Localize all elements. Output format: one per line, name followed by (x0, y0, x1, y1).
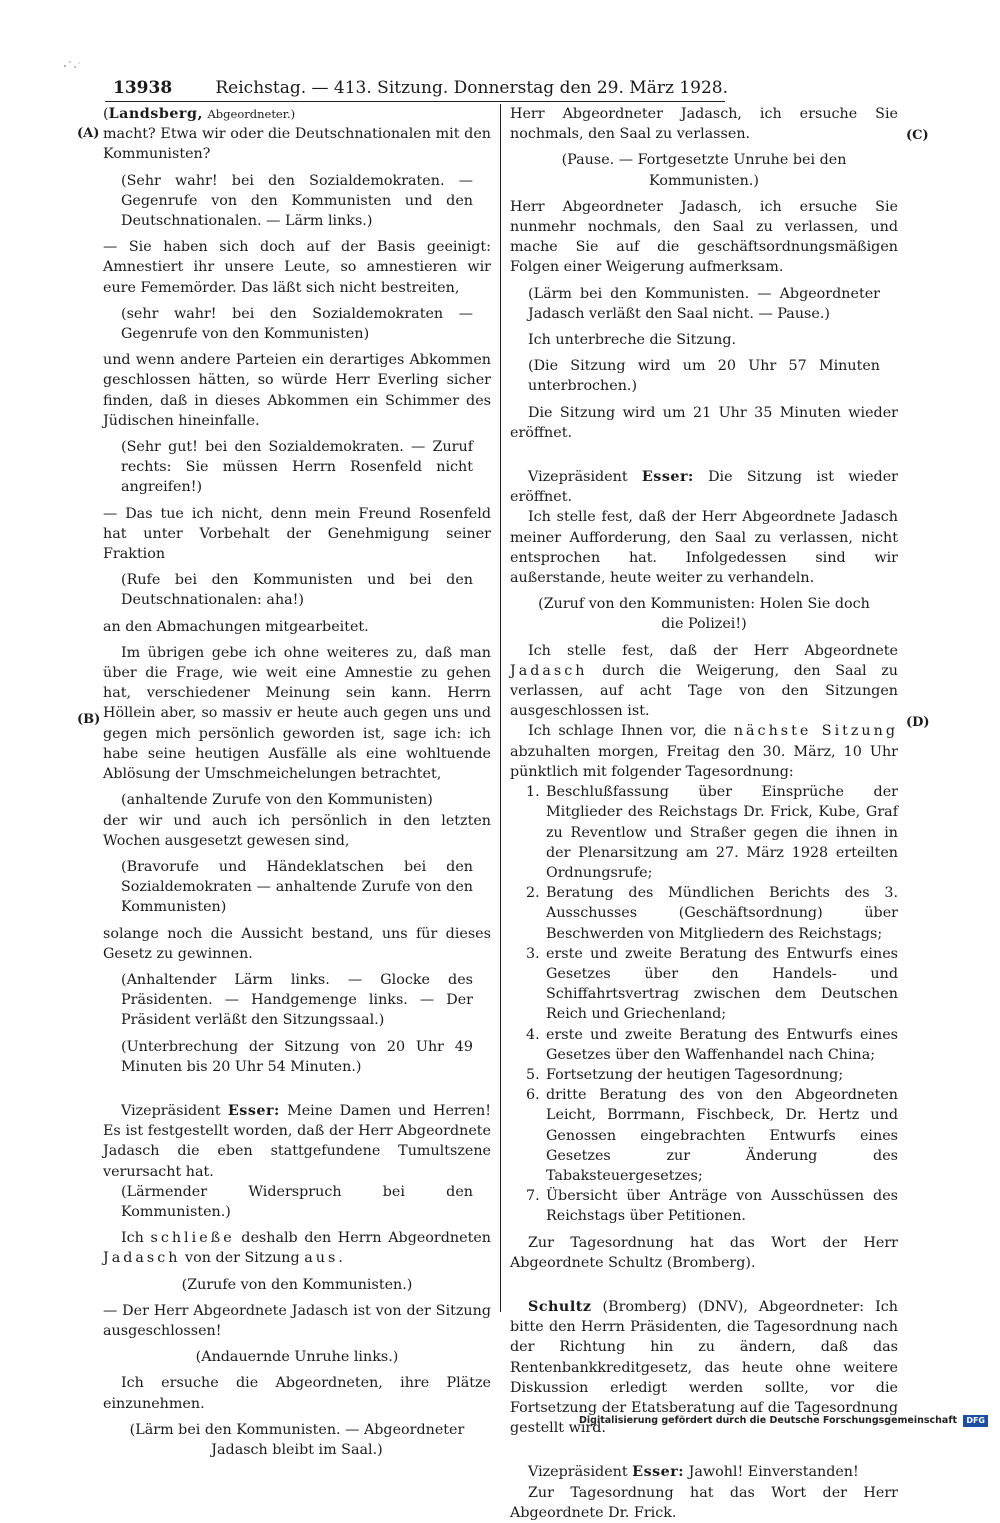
item-number: 2. (526, 885, 540, 902)
margin-mark-b: (B) (77, 712, 101, 727)
interjection: (sehr wahr! bei den Sozialdemokraten — Gegenrufe von den Kommunisten) (121, 305, 473, 343)
speech (103, 1101, 491, 1182)
interjection: (Bravorufe und Händeklatschen bei den Sozialdemokraten — anhaltende Zurufe von den Kommunisten) (121, 858, 473, 916)
speaker-continuation: (Landsberg, Abgeordneter.) (103, 106, 296, 122)
interjection: (Sehr wahr! bei den Sozialdemokraten. — Gegenrufe von den Kommunisten und den Deutschnationalen. — Lärm links.) (121, 172, 473, 230)
footer-text: Digitalisierung gefördert durch die Deutsche Forschungsgemeinschaft (579, 1415, 958, 1426)
paragraph: Die Sitzung wird um 21 Uhr 35 Minuten wieder eröffnet. (510, 404, 898, 441)
spaced-text: aus (304, 1250, 339, 1267)
agenda-item (510, 944, 898, 1025)
speech (510, 1462, 898, 1482)
speech-text: Meine Damen und Herren! Es ist festgestellt worden, daß der Herr Abgeordnete Jadasch die eben stattgefundene Tumultszene verursacht hat. (103, 1102, 492, 1180)
column-divider (500, 104, 501, 1312)
item-text: Beschlußfassung über Einsprüche der Mitglieder des Reichstags Dr. Frick, Kube, Graf zu Reventlow und Straßer gegen die ihnen in der Plenarsitzung am 27. März 1928 erteilten Ordnungsrufe; (546, 784, 898, 881)
speaker-role: Abgeordneter.) (207, 107, 296, 121)
paragraph: Ich unterbreche die Sitzung. (528, 332, 737, 349)
paragraph: der wir und auch ich persönlich in den letzten Wochen ausgesetzt gewesen sind, (103, 812, 491, 849)
text: deshalb den Herrn Abgeordneten (234, 1230, 491, 1247)
speaker-name: Esser: (632, 1464, 685, 1481)
interjection: (Andauernde Unruhe links.) (195, 1349, 399, 1366)
speaker-name: Esser: (227, 1102, 280, 1119)
speech-text: (Bromberg) (DNV), Abgeordneter: Ich bitte den Herrn Präsidenten, die Tagesordnung nach der Richtung hin zu ändern, daß das Rentenbankkreditgesetz, das heute ohne weitere Diskussion erledigt werden sollte, vor die Fortsetzung der Etatsberatung auf die Tagesordnung gestellt wird. (510, 1298, 898, 1437)
interjection: (Unterbrechung der Sitzung von 20 Uhr 49 Minuten bis 20 Uhr 54 Minuten.) (121, 1038, 473, 1075)
text: Ich schlage Ihnen vor, die (528, 723, 734, 740)
agenda-item (510, 1186, 898, 1226)
item-number: 4. (526, 1026, 540, 1043)
margin-mark-d: (D) (906, 715, 930, 730)
item-number: 3. (526, 945, 540, 962)
speech-text: Die Sitzung ist wieder eröffnet. (510, 469, 898, 506)
paragraph: Herr Abgeordneter Jadasch, ich ersuche Sie nochmals, den Saal zu verlassen. (510, 106, 898, 143)
agenda-item (510, 782, 898, 883)
speech-text: Jawohl! Einverstanden! (684, 1464, 859, 1481)
paragraph: Herr Abgeordneter Jadasch, ich ersuche Sie nunmehr nochmals, den Saal zu verlassen, und mache Sie auf die geschäftsordnungsmäßigen Folgen einer Weigerung aufmerksam. (510, 198, 898, 276)
interjection: (anhaltende Zurufe von den Kommunisten) (121, 792, 433, 809)
interjection: (Lärm bei den Kommunisten. — Abgeordneter Jadasch bleibt im Saal.) (129, 1421, 465, 1458)
paragraph: — Das tue ich nicht, denn mein Freund Rosenfeld hat unter Vorbehalt der Genehmigung seiner Fraktion (103, 505, 491, 563)
speaker-name: Esser: (641, 469, 694, 486)
dfg-logo: DFG (963, 1415, 988, 1427)
item-text: erste und zweite Beratung des Entwurfs eines Gesetzes über den Handels- und Schiffahrtsvertrag zwischen dem Deutschen Reich und Griechenland; (546, 945, 898, 1023)
paragraph: Ich stelle fest, daß der Herr Abgeordnete Jadasch meiner Aufforderung, den Saal zu verlassen, nicht entsprochen hat. Infolgedessen sind wir außerstande, heute weiter zu verhandeln. (510, 509, 898, 587)
paragraph: macht? Etwa wir oder die Deutschnationalen mit den Kommunisten? (103, 126, 491, 163)
right-column (510, 104, 898, 1523)
item-number: 5. (526, 1066, 540, 1083)
interjection: (Die Sitzung wird um 20 Uhr 57 Minuten unterbrochen.) (528, 358, 880, 395)
text: . (338, 1250, 343, 1267)
text: von der Sitzung (180, 1250, 305, 1267)
paragraph: Ich ersuche die Abgeordneten, ihre Plätze einzunehmen. (103, 1375, 491, 1412)
item-number: 6. (526, 1087, 540, 1104)
agenda-item (510, 883, 898, 944)
item-text: Fortsetzung der heutigen Tagesordnung; (546, 1066, 844, 1083)
speaker-role: Vizepräsident (528, 1464, 628, 1481)
paragraph: an den Abmachungen mitgearbeitet. (103, 618, 369, 635)
paragraph: Im übrigen gebe ich ohne weiteres zu, daß man über die Frage, wie weit eine Amnestie zu gehen hat, verschiedener Meinung sein kann. Herrn Höllein aber, so massiv er heute auch gegen uns und gegen mich persönlich geworden ist, sage ich: ich habe seine heutigen Ausfälle als eine wohltuende Ablösung der Umschmeichelungen betrachtet, (103, 644, 491, 783)
text: durch die Weigerung, den Saal zu verlassen, auf acht Tage von den Sitzungen ausgeschlossen ist. (510, 662, 898, 720)
agenda-item (510, 1085, 898, 1186)
text: Ich stelle fest, daß der Herr Abgeordnete (528, 642, 898, 659)
paragraph (510, 721, 898, 782)
item-text: erste und zweite Beratung des Entwurfs eines Gesetzes über den Waffenhandel nach China; (546, 1026, 898, 1063)
funding-footer (579, 1413, 988, 1429)
paragraph: und wenn andere Parteien ein derartiges Abkommen geschlossen hätten, so würde Herr Everling sicher finden, daß in dieses Abkommen ein Schimmer des Jüdischen hineinfalle. (103, 352, 491, 429)
paragraph (103, 1228, 491, 1268)
margin-mark-a: (A) (77, 126, 100, 141)
interjection: (Zurufe von den Kommunisten.) (181, 1276, 413, 1293)
interjection: (Anhaltender Lärm links. — Glocke des Präsidenten. — Handgemenge links. — Der Präsident verläßt den Sitzungssaal.) (121, 971, 473, 1029)
item-number: 1. (526, 784, 540, 801)
scan-speckle (62, 58, 82, 72)
interjection: (Sehr gut! bei den Sozialdemokraten. — Zuruf rechts: Sie müssen Herrn Rosenfeld nicht angreifen!) (121, 439, 473, 496)
paragraph: — Sie haben sich doch auf der Basis geeinigt: Amnestiert ihr unsere Leute, so amnestieren wir eure Fememörder. Das läßt sich nicht bestreiten, (103, 239, 491, 296)
text: abzuhalten morgen, Freitag den 30. März, 10 Uhr pünktlich mit folgender Tagesordnung: (510, 743, 898, 780)
interjection: (Rufe bei den Kommunisten und bei den Deutschnationalen: aha!) (121, 572, 473, 609)
interjection: (Zuruf von den Kommunisten: Holen Sie doch die Polizei!) (538, 596, 870, 633)
text: Ich (121, 1230, 151, 1247)
running-title: Reichstag. — 413. Sitzung. Donnerstag den 29. März 1928. (215, 78, 728, 98)
item-text: Beratung des Mündlichen Berichts des 3. Ausschusses (Geschäftsordnung) über Beschwerden von Mitgliedern des Reichstags; (546, 885, 898, 942)
header-rule (105, 101, 725, 102)
paragraph: Zur Tagesordnung hat das Wort der Herr Abgeordnete Schultz (Bromberg). (510, 1234, 898, 1271)
speech (510, 467, 898, 507)
interjection: (Lärmender Widerspruch bei den Kommunisten.) (121, 1183, 473, 1220)
item-text: Übersicht über Anträge von Ausschüssen des Reichstags über Petitionen. (546, 1188, 898, 1225)
paragraph: solange noch die Aussicht bestand, uns für dieses Gesetz zu gewinnen. (103, 925, 491, 962)
agenda-list (510, 782, 898, 1226)
spaced-text: nächste Sitzung (733, 723, 898, 740)
spaced-name: Jadasch (103, 1250, 181, 1267)
margin-mark-c: (C) (906, 128, 929, 143)
speaker-role: Vizepräsident (121, 1102, 221, 1119)
page-number: 13938 (113, 78, 173, 98)
paragraph: Zur Tagesordnung hat das Wort der Herr Abgeordnete Dr. Frick. (510, 1484, 898, 1521)
agenda-item (510, 1025, 898, 1065)
page-header (113, 77, 728, 99)
interjection: (Lärm bei den Kommunisten. — Abgeordneter Jadasch verläßt den Saal nicht. — Pause.) (528, 285, 880, 322)
paragraph (510, 641, 898, 722)
spaced-text: schließe (150, 1230, 235, 1247)
spaced-name: Jadasch (510, 662, 588, 679)
speaker-role: Vizepräsident (528, 469, 628, 486)
interjection: (Pause. — Fortgesetzte Unruhe bei den Kommunisten.) (561, 152, 847, 189)
speaker-name: Schultz (528, 1298, 592, 1315)
paragraph: — Der Herr Abgeordnete Jadasch ist von der Sitzung ausgeschlossen! (103, 1302, 491, 1339)
item-number: 7. (526, 1188, 540, 1205)
left-column (103, 104, 491, 1460)
item-text: dritte Beratung des von den Abgeordneten Leicht, Borrmann, Fischbeck, Dr. Hertz und Genossen eingebrachten Entwurfs eines Gesetzes zur Änderung des Tabaksteuergesetzes; (546, 1087, 898, 1184)
speaker-name: Landsberg, (108, 106, 203, 122)
agenda-item (510, 1065, 898, 1085)
